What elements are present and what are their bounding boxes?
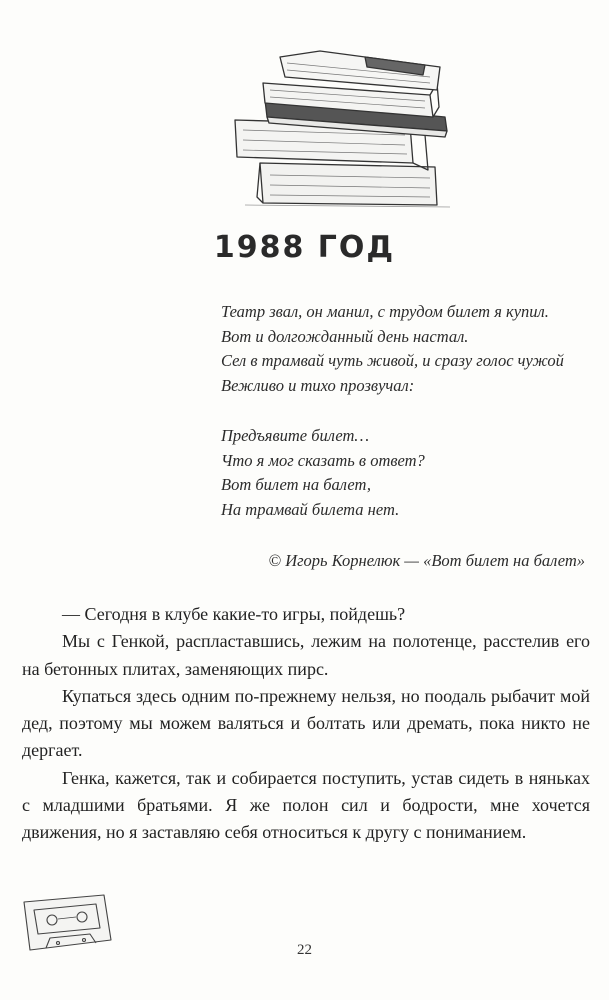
epigraph-poem [221, 300, 564, 522]
poem-stanza [221, 300, 564, 398]
poem-line: Вежливо и тихо прозвучал: [221, 375, 415, 395]
poem-line: Предъявите билет… [221, 426, 370, 445]
body-text [22, 601, 590, 847]
chapter-title: 1988 ГОД [213, 230, 396, 265]
poem-line: Что я мог сказать в ответ? [221, 450, 425, 470]
paragraph: — Сегодня в клубе какие-то игры, пойдешь? [62, 604, 406, 624]
poem-line: Вот билет на балет, [221, 475, 371, 494]
poem-line: Вот и долгожданный день настал. [221, 326, 469, 346]
epigraph-credit: © Игорь Корнелюк — «Вот билет на балет» [268, 551, 585, 570]
poem-stanza [221, 424, 564, 522]
poem-line: Театр звал, он манил, с трудом билет я купил. [221, 302, 549, 321]
poem-line: На трамвай билета нет. [221, 499, 400, 519]
stack-of-books-icon [225, 45, 465, 215]
poem-line: Сел в трамвай чуть живой, и сразу голос чужой [221, 351, 564, 370]
paragraph: Купаться здесь одним по-прежнему нельзя, но поодаль рыбачит мой дед, поэтому мы можем валяться и болтать или дремать, пока никто не дергает. [22, 685, 590, 761]
paragraph: Генка, кажется, так и собирается поступить, устав сидеть в няньках с младшими братьями. Я же полон сил и бодрости, мне хочется движения, но я заставляю себя относиться к другу с пониманием. [22, 767, 590, 843]
paragraph: Мы с Генкой, распластавшись, лежим на полотенце, расстелив его на бетонных плитах, заменяющих пирс. [22, 631, 590, 679]
page-number: 22 [297, 942, 312, 958]
